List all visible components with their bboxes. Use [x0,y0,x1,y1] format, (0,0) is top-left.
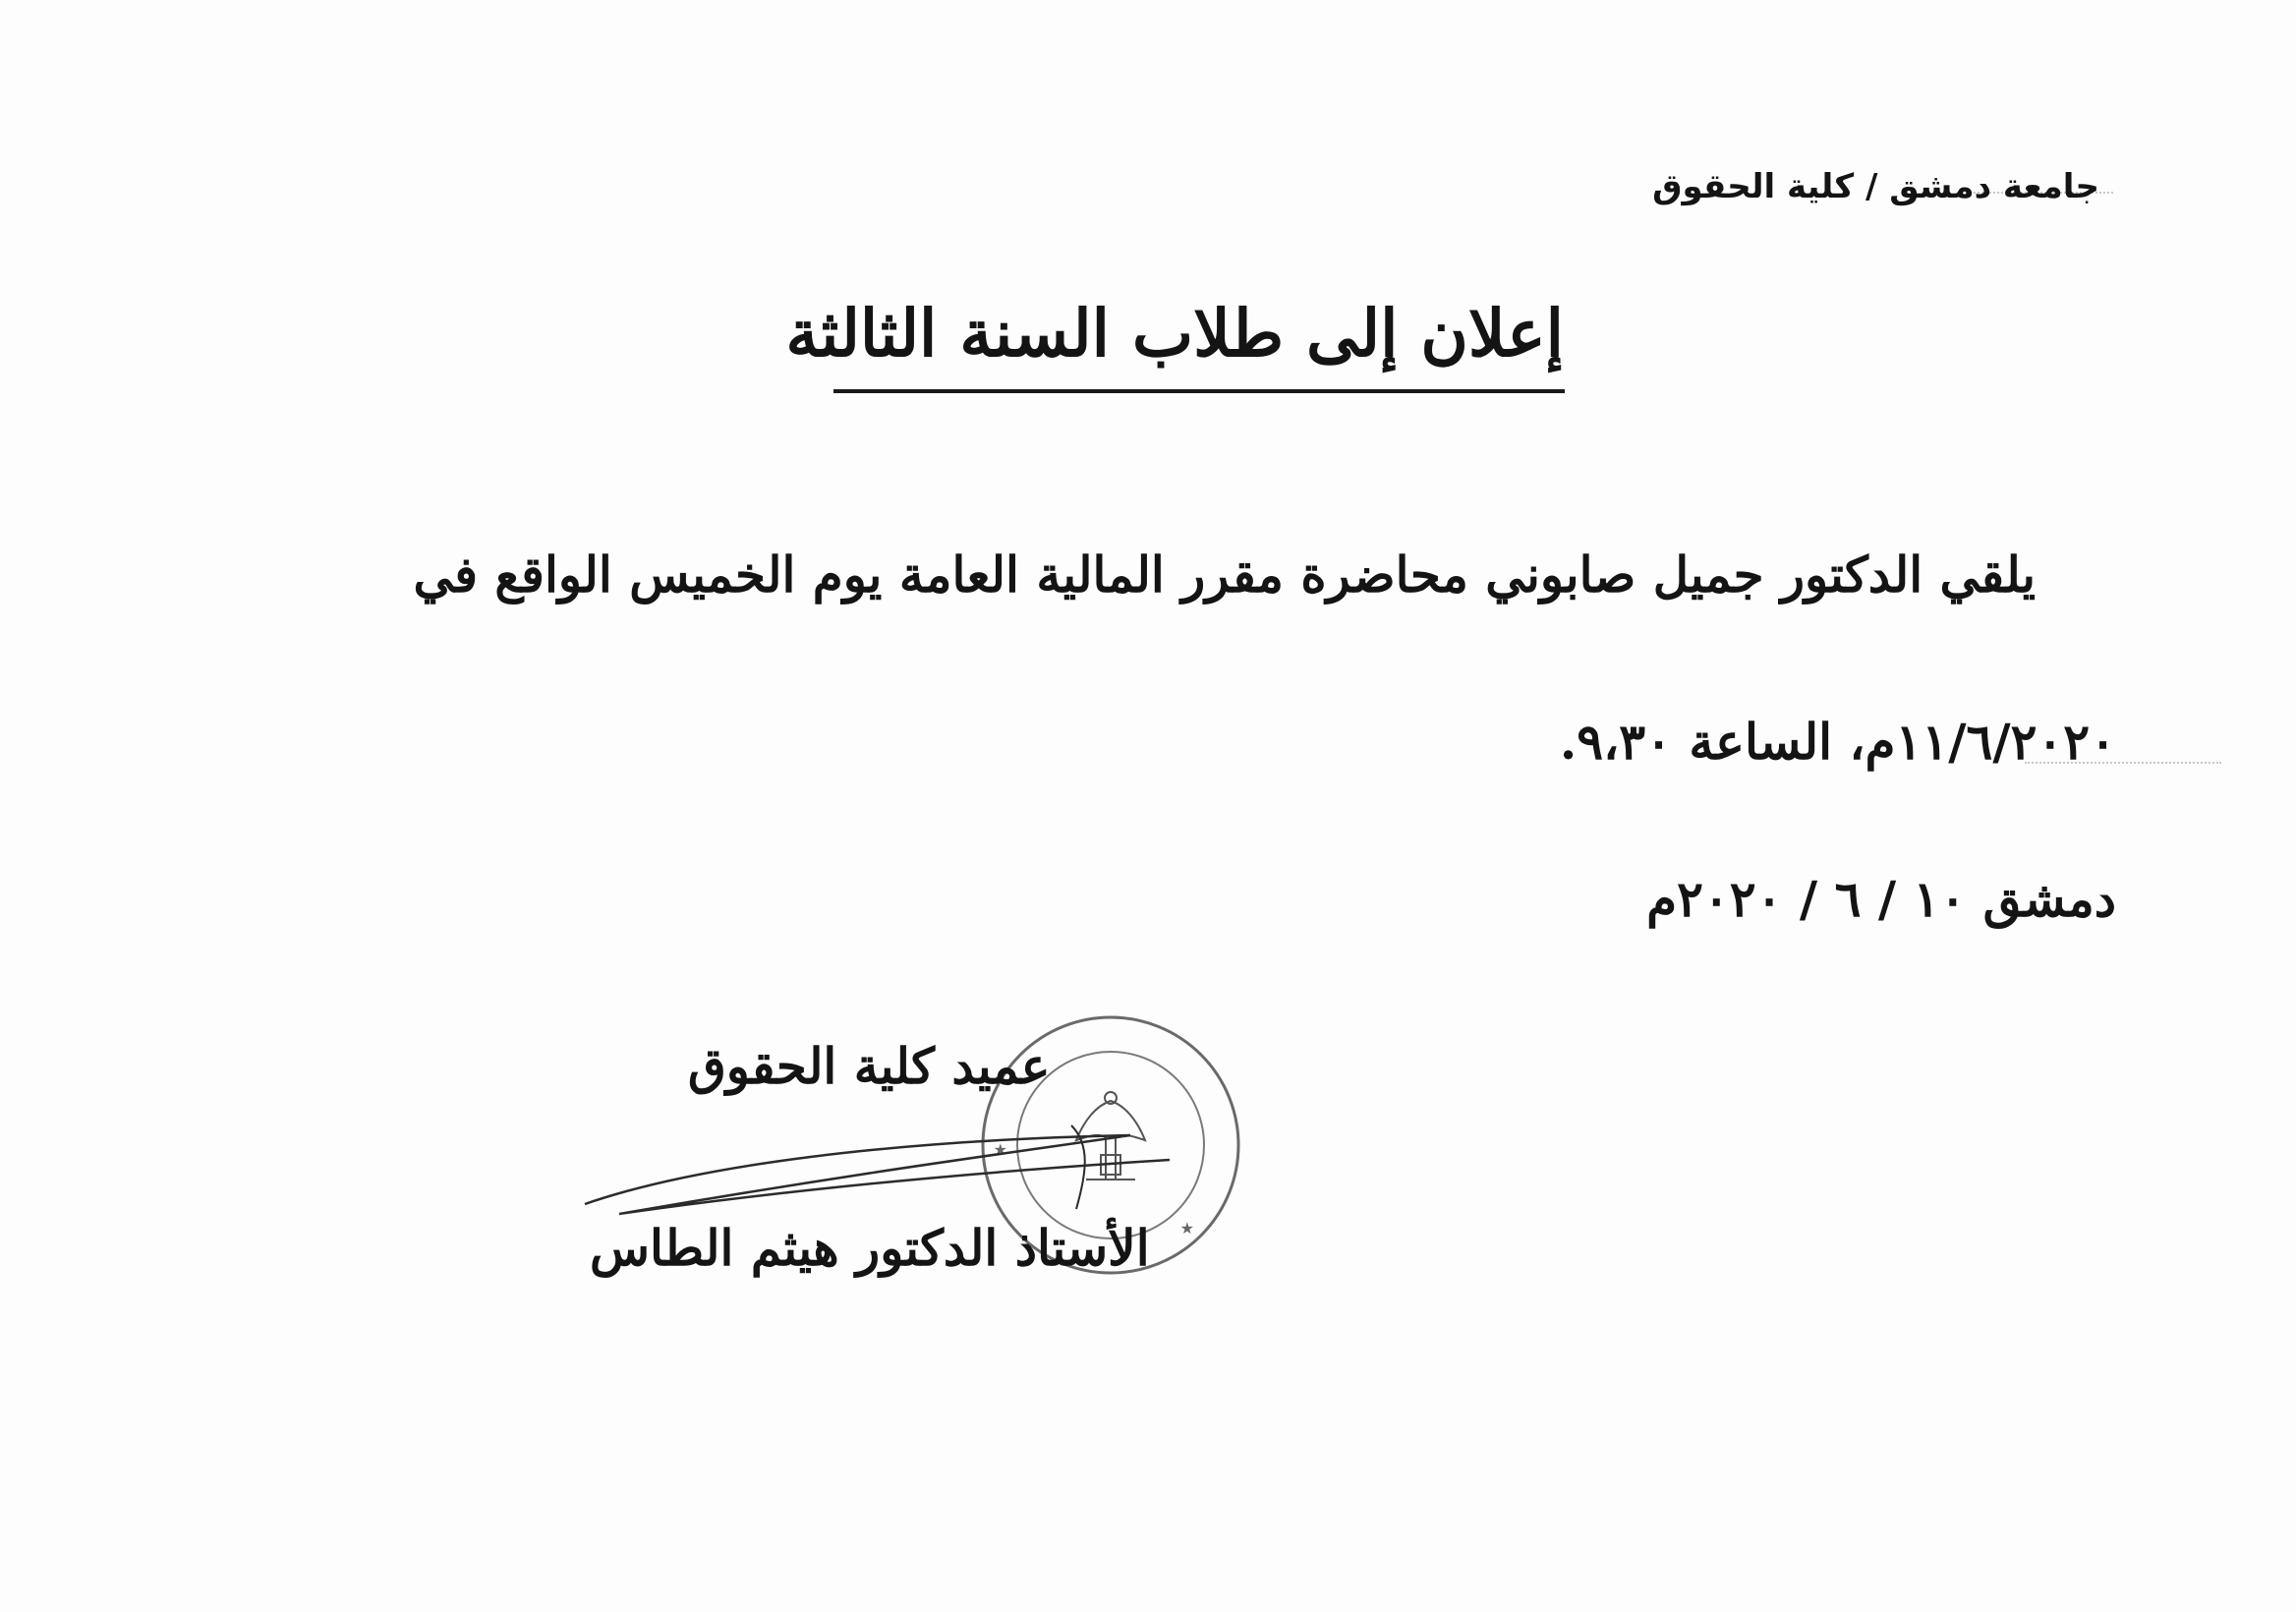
announcement-body-line-2: ١١/٦/٢٠٢٠م، الساعة ٩،٣٠. [1559,713,2116,771]
title-underline [833,389,1565,393]
svg-text:★: ★ [993,1140,1007,1159]
signatory-position: عميد كلية الحقوق [688,1037,1051,1095]
handwritten-signature [580,1116,1189,1234]
svg-text:★: ★ [1179,1219,1194,1238]
issue-date: دمشق ١٠ / ٦ / ٢٠٢٠م [1646,870,2116,928]
signatory-name: الأستاذ الدكتور هيثم الطاس [590,1219,1150,1277]
institution-header: جامعة دمشق / كلية الحقوق [1652,167,2099,206]
announcement-title: إعلان إلى طلاب السنة الثالثة [785,295,1564,372]
announcement-body-line-1: يلقي الدكتور جميل صابوني محاضرة مقرر المالية العامة يوم الخميس الواقع في [413,546,2036,604]
